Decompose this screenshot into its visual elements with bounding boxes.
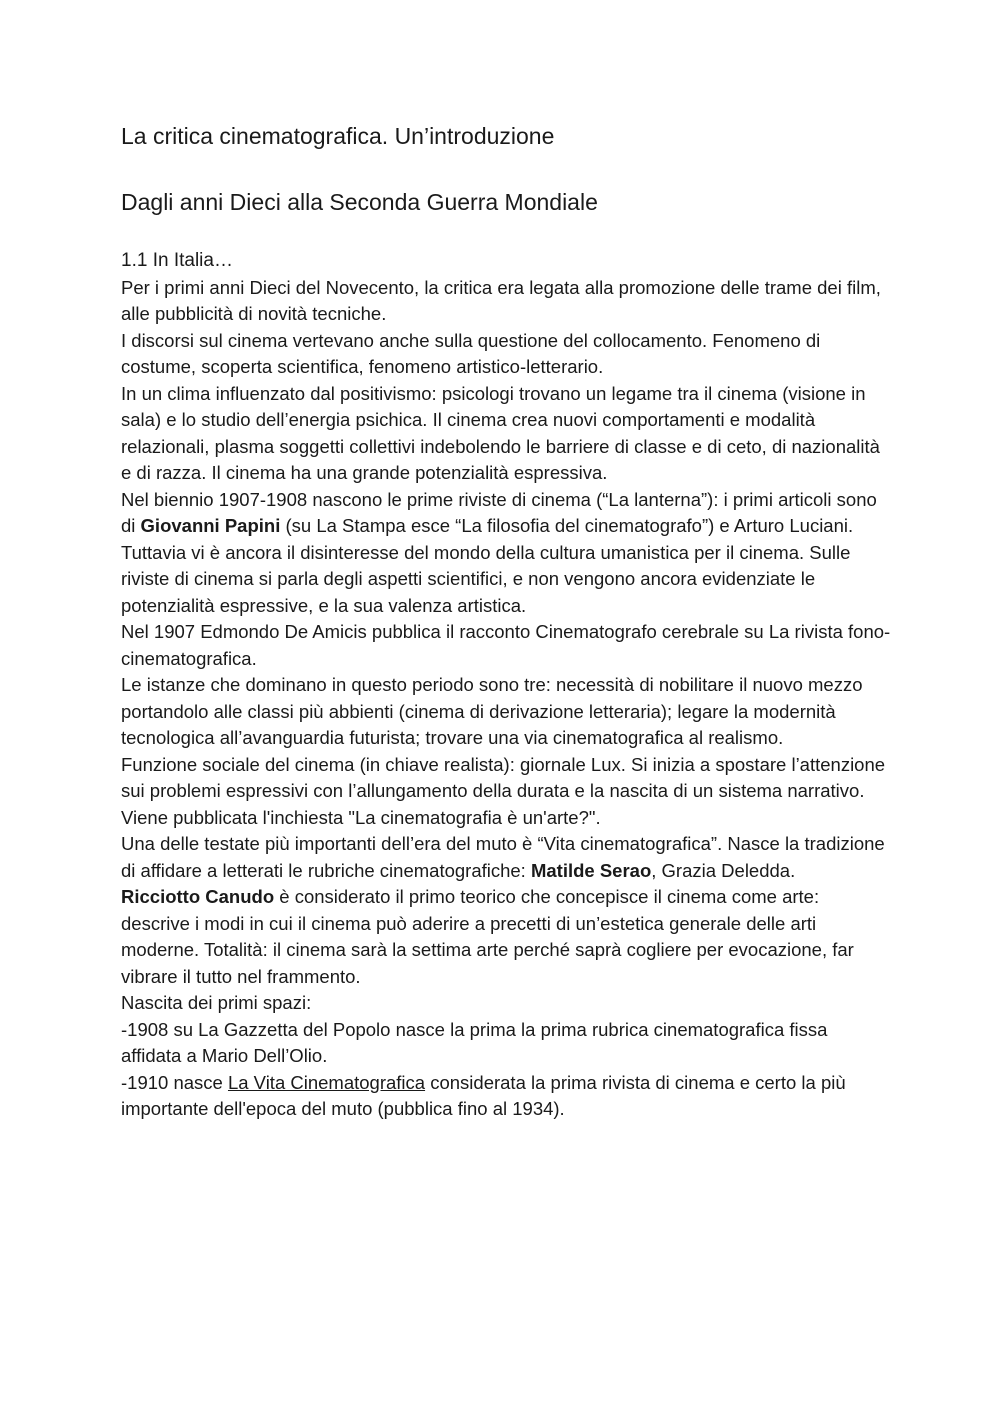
paragraph-text: Per i primi anni Dieci del Novecento, la critica era legata alla promozione delle trame dei film, alle pubblicità di novità tecniche. bbox=[121, 276, 881, 324]
paragraph-text: considerata la prima rivista di cinema e certo la più importante dell'epoca del muto (pubblica fino al 1934). bbox=[121, 1071, 846, 1119]
paragraph-10 bbox=[121, 990, 891, 1017]
paragraph-text: , Grazia Deledda. bbox=[651, 859, 796, 881]
underlined-title-vita-cinematografica: La Vita Cinematografica bbox=[227, 1071, 426, 1093]
document-subtitle: Dagli anni Dieci alla Seconda Guerra Mondiale bbox=[121, 189, 598, 215]
paragraph-text: Nel 1907 Edmondo De Amicis pubblica il racconto Cinematografo cerebrale su La rivista fono-cinematografica. bbox=[121, 621, 891, 669]
paragraph-12 bbox=[121, 1070, 891, 1123]
paragraph-text: -1908 su La Gazzetta del Popolo nasce la prima la prima rubrica cinematografica fissa affidata a Mario Dell’Olio. bbox=[121, 1018, 828, 1066]
paragraph-text: Nel biennio 1907-1908 nascono le prime riviste di cinema (“La lanterna”): i primi articoli sono di bbox=[121, 488, 877, 536]
paragraph-5 bbox=[121, 619, 891, 672]
paragraph-text: (su La Stampa esce “La filosofia del cinematografo”) e Arturo Luciani. Tuttavia vi è ancora il disinteresse del mondo della cultura umanistica per il cinema. Sulle riviste di cinema si parla degli aspetti scientifici, e non vengono ancora evidenziate le potenzialità espressive, e la sua valenza artistica. bbox=[121, 515, 854, 616]
paragraph-text: In un clima influenzato dal positivismo: psicologi trovano un legame tra il cinema (visione in sala) e lo studio dell’energia psichica. Il cinema crea nuovi comportamenti e modalità relazionali, plasma soggetti collettivi indebolendo le barriere di classe e di ceto, di nazionalità e di razza. Il cinema ha una grande potenzialità espressiva. bbox=[121, 382, 880, 483]
paragraph-text: è considerato il primo teorico che concepisce il cinema come arte: descrive i modi in cui il cinema può aderire a precetti di un’estetica generale delle arti moderne. Totalità: il cinema sarà la settima arte perché saprà cogliere per evocazione, far vibrare il tutto nel frammento. bbox=[121, 886, 854, 987]
document-page bbox=[121, 118, 891, 1123]
document-body bbox=[121, 275, 891, 1123]
section-heading: 1.1 In Italia… bbox=[121, 250, 233, 271]
paragraph-text: Funzione sociale del cinema (in chiave realista): giornale Lux. Si inizia a spostare l’attenzione sui problemi espressivi con l’allungamento della durata e la nascita di un sistema narrativo. Viene pubblicata l'inchiesta "La cinematografia è un'arte?". bbox=[121, 753, 886, 828]
paragraph-text: Nascita dei primi spazi: bbox=[121, 992, 312, 1013]
paragraph-2 bbox=[121, 328, 891, 381]
paragraph-6 bbox=[121, 672, 891, 752]
paragraph-text: Una delle testate più importanti dell’era del muto è “Vita cinematografica”. Nasce la tradizione di affidare a letterati le rubriche cinematografiche: bbox=[121, 833, 885, 881]
paragraph-text: Le istanze che dominano in questo periodo sono tre: necessità di nobilitare il nuovo mezzo portandolo alle classi più abbienti (cinema di derivazione letteraria); legare la modernità tecnologica all’avanguardia futurista; trovare una via cinematografica al realismo. bbox=[121, 674, 863, 748]
bold-name-canudo: Ricciotto Canudo bbox=[121, 886, 275, 907]
paragraph-1 bbox=[121, 275, 891, 328]
paragraph-4 bbox=[121, 487, 891, 620]
paragraph-11 bbox=[121, 1017, 891, 1070]
bold-name-papini: Giovanni Papini bbox=[140, 515, 281, 536]
paragraph-text: -1910 nasce bbox=[121, 1071, 228, 1093]
paragraph-7 bbox=[121, 752, 891, 832]
paragraph-text: I discorsi sul cinema vertevano anche sulla questione del collocamento. Fenomeno di costume, scoperta scientifica, fenomeno artistico-letterario. bbox=[121, 329, 821, 377]
bold-name-serao: Matilde Serao bbox=[530, 859, 652, 881]
paragraph-8 bbox=[121, 831, 891, 884]
paragraph-9 bbox=[121, 884, 891, 990]
document-title: La critica cinematografica. Un’introduzione bbox=[121, 123, 555, 149]
paragraph-3 bbox=[121, 381, 891, 487]
